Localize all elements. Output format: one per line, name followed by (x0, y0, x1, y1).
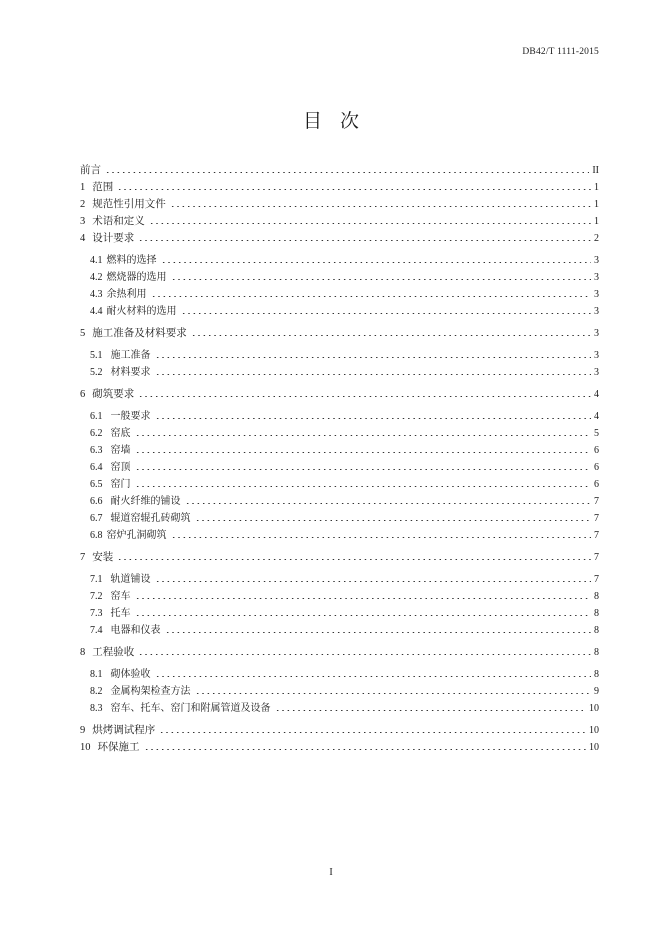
toc-entry-page: 3 (594, 306, 599, 317)
toc-entry-page: 3 (594, 255, 599, 266)
toc-entry-page: 7 (594, 496, 599, 507)
toc-entry-number: 7 (80, 552, 86, 563)
toc-entry-label: 烘烤调试程序 (92, 724, 156, 736)
toc-entry-number: 7.1 (90, 574, 103, 585)
dot-leader (165, 631, 592, 634)
toc-entry-label: 辊道窑辊孔砖砌筑 (110, 513, 191, 524)
toc-entry-label: 余热利用 (106, 289, 147, 300)
toc-entry (80, 549, 599, 566)
toc-entry (80, 666, 599, 683)
toc-entry-page: 8 (594, 608, 599, 619)
toc-entry (80, 252, 599, 269)
toc-entry-label: 施工准备 (110, 350, 151, 361)
toc-entry-number: 8 (80, 647, 86, 658)
toc-entry-page: 10 (589, 742, 599, 753)
toc-entry-label: 窑车 (110, 591, 131, 602)
toc-entry-number: 5.1 (90, 350, 103, 361)
toc-entry-label: 金属构架检查方法 (110, 686, 191, 697)
toc-entry-number: 10 (80, 742, 91, 753)
dot-leader (159, 731, 586, 734)
dot-leader (155, 373, 592, 376)
toc-entry-number: 6.6 (90, 496, 103, 507)
toc-entry-page: 3 (594, 367, 599, 378)
toc-entry-label: 规范性引用文件 (92, 198, 166, 210)
toc-entry (80, 527, 599, 544)
toc-entry-number: 6 (80, 389, 86, 400)
dot-leader (170, 205, 591, 208)
toc-entry-number: 4.1 (90, 255, 103, 266)
toc-entry (80, 605, 599, 622)
toc-entry-page: 4 (594, 411, 599, 422)
toc-entry-label: 燃烧器的选用 (106, 272, 167, 283)
toc-entry-number: 6.8 (90, 530, 103, 541)
toc-entry-label: 窑车、托车、窑门和附属管道及设备 (110, 703, 271, 714)
toc-entry-label: 窑门 (110, 479, 131, 490)
toc-entry-page: 9 (594, 686, 599, 697)
toc-entry-label: 砌筑要求 (92, 388, 135, 400)
toc-entry-page: 1 (594, 182, 599, 193)
toc-entry-label: 范围 (92, 181, 114, 193)
toc-entry-number: 4.2 (90, 272, 103, 283)
toc-entry (80, 325, 599, 342)
dot-leader (195, 692, 592, 695)
dot-leader (155, 356, 592, 359)
toc-entry-number: 4.4 (90, 306, 103, 317)
toc-entry-label: 窑炉孔洞砌筑 (106, 530, 167, 541)
toc-entry-label: 耐火材料的选用 (106, 306, 177, 317)
toc-entry-number: 7.2 (90, 591, 103, 602)
dot-leader (151, 295, 592, 298)
toc-entry (80, 644, 599, 661)
toc-entry-label: 燃料的选择 (106, 255, 157, 266)
toc-entry-page: 3 (594, 289, 599, 300)
toc-entry-page: 7 (594, 574, 599, 585)
toc-entry (80, 683, 599, 700)
toc-entry (80, 162, 599, 179)
toc-entry-number: 4.3 (90, 289, 103, 300)
dot-leader (135, 597, 592, 600)
toc-entry-number: 6.3 (90, 445, 103, 456)
dot-leader (155, 580, 592, 583)
dot-leader (135, 434, 592, 437)
toc-entry-number: 8.3 (90, 703, 103, 714)
toc-entry-label: 砌体验收 (110, 669, 151, 680)
toc-entry-page: 8 (594, 591, 599, 602)
dot-leader (181, 312, 592, 315)
toc-entry-label: 耐火纤维的铺设 (110, 496, 181, 507)
toc-entry (80, 722, 599, 739)
toc-entry (80, 700, 599, 717)
toc-entry (80, 425, 599, 442)
dot-leader (135, 614, 592, 617)
toc-entry (80, 510, 599, 527)
toc-entry-label: 一般要求 (110, 411, 151, 422)
page-title: 目次 (302, 110, 377, 132)
toc-entry (80, 230, 599, 247)
toc-entry (80, 493, 599, 510)
toc-entry (80, 622, 599, 639)
toc-entry (80, 739, 599, 756)
toc-entry-page: 7 (594, 513, 599, 524)
toc-entry-label: 窑顶 (110, 462, 131, 473)
toc-entry-number: 6.5 (90, 479, 103, 490)
toc-entry-number: 5 (80, 328, 86, 339)
toc-entry-number: 6.7 (90, 513, 103, 524)
dot-leader (117, 558, 591, 561)
toc-entry-number: 7.4 (90, 625, 103, 636)
dot-leader (135, 468, 592, 471)
dot-leader (138, 239, 591, 242)
dot-leader (155, 417, 592, 420)
toc-entry-number: 6.2 (90, 428, 103, 439)
toc-entry-page: 1 (594, 199, 599, 210)
toc-entry-label: 窑墙 (110, 445, 131, 456)
toc-entry (80, 347, 599, 364)
toc-entry (80, 408, 599, 425)
toc-entry-number: 8.2 (90, 686, 103, 697)
dot-leader (117, 188, 591, 191)
toc-entry-label: 环保施工 (97, 741, 140, 753)
toc-entry (80, 476, 599, 493)
toc-entry-label: 安装 (92, 551, 114, 563)
toc-entry-label: 电器和仪表 (110, 625, 161, 636)
dot-leader (144, 748, 587, 751)
toc-entry-page: 10 (589, 703, 599, 714)
dot-leader (155, 675, 592, 678)
table-of-contents (80, 162, 599, 756)
toc-entry-label: 托车 (110, 608, 131, 619)
toc-entry-page: 2 (594, 233, 599, 244)
toc-entry-page: 6 (594, 462, 599, 473)
dot-leader (138, 653, 591, 656)
dot-leader (138, 395, 591, 398)
dot-leader (195, 519, 592, 522)
toc-entry-number: 5.2 (90, 367, 103, 378)
toc-entry-page: 8 (594, 647, 599, 658)
toc-entry-label: 前言 (80, 164, 101, 176)
toc-entry (80, 179, 599, 196)
dot-leader (171, 536, 592, 539)
dot-leader (275, 709, 587, 712)
toc-entry-label: 轨道铺设 (110, 574, 151, 585)
toc-entry-page: 3 (594, 328, 599, 339)
toc-entry (80, 364, 599, 381)
toc-entry-number: 2 (80, 199, 86, 210)
toc-entry-number: 6.4 (90, 462, 103, 473)
toc-entry (80, 459, 599, 476)
toc-entry-label: 工程验收 (92, 646, 135, 658)
toc-entry-number: 9 (80, 725, 86, 736)
toc-entry-page: 1 (594, 216, 599, 227)
toc-entry-page: 7 (594, 552, 599, 563)
toc-entry-page: 6 (594, 479, 599, 490)
toc-entry-number: 7.3 (90, 608, 103, 619)
standard-code: DB42/T 1111-2015 (522, 47, 599, 57)
toc-entry-page: 5 (594, 428, 599, 439)
toc-entry (80, 213, 599, 230)
toc-entry-number: 8.1 (90, 669, 103, 680)
toc-entry-page: 4 (594, 389, 599, 400)
dot-leader (161, 261, 592, 264)
dot-leader (135, 485, 592, 488)
toc-entry-number: 1 (80, 182, 86, 193)
toc-entry-page: 7 (594, 530, 599, 541)
dot-leader (171, 278, 592, 281)
toc-entry-number: 6.1 (90, 411, 103, 422)
toc-entry (80, 196, 599, 213)
dot-leader (135, 451, 592, 454)
toc-entry (80, 442, 599, 459)
toc-entry-number: 4 (80, 233, 86, 244)
toc-entry-page: 3 (594, 350, 599, 361)
toc-entry-page: II (592, 165, 599, 176)
toc-entry-label: 窑底 (110, 428, 131, 439)
dot-leader (105, 171, 589, 174)
dot-leader (185, 502, 592, 505)
dot-leader (149, 222, 591, 225)
toc-entry (80, 286, 599, 303)
toc-entry (80, 571, 599, 588)
toc-entry-page: 10 (589, 725, 599, 736)
toc-entry-page: 8 (594, 669, 599, 680)
toc-entry (80, 303, 599, 320)
toc-entry-page: 3 (594, 272, 599, 283)
toc-entry-label: 术语和定义 (92, 215, 145, 227)
toc-entry-page: 8 (594, 625, 599, 636)
toc-entry-label: 设计要求 (92, 232, 135, 244)
toc-entry-page: 6 (594, 445, 599, 456)
toc-entry (80, 386, 599, 403)
dot-leader (191, 334, 591, 337)
toc-entry-label: 材料要求 (110, 367, 151, 378)
toc-entry (80, 269, 599, 286)
toc-entry-number: 3 (80, 216, 86, 227)
page-number: I (329, 867, 333, 878)
toc-entry-label: 施工准备及材料要求 (92, 327, 187, 339)
toc-entry (80, 588, 599, 605)
